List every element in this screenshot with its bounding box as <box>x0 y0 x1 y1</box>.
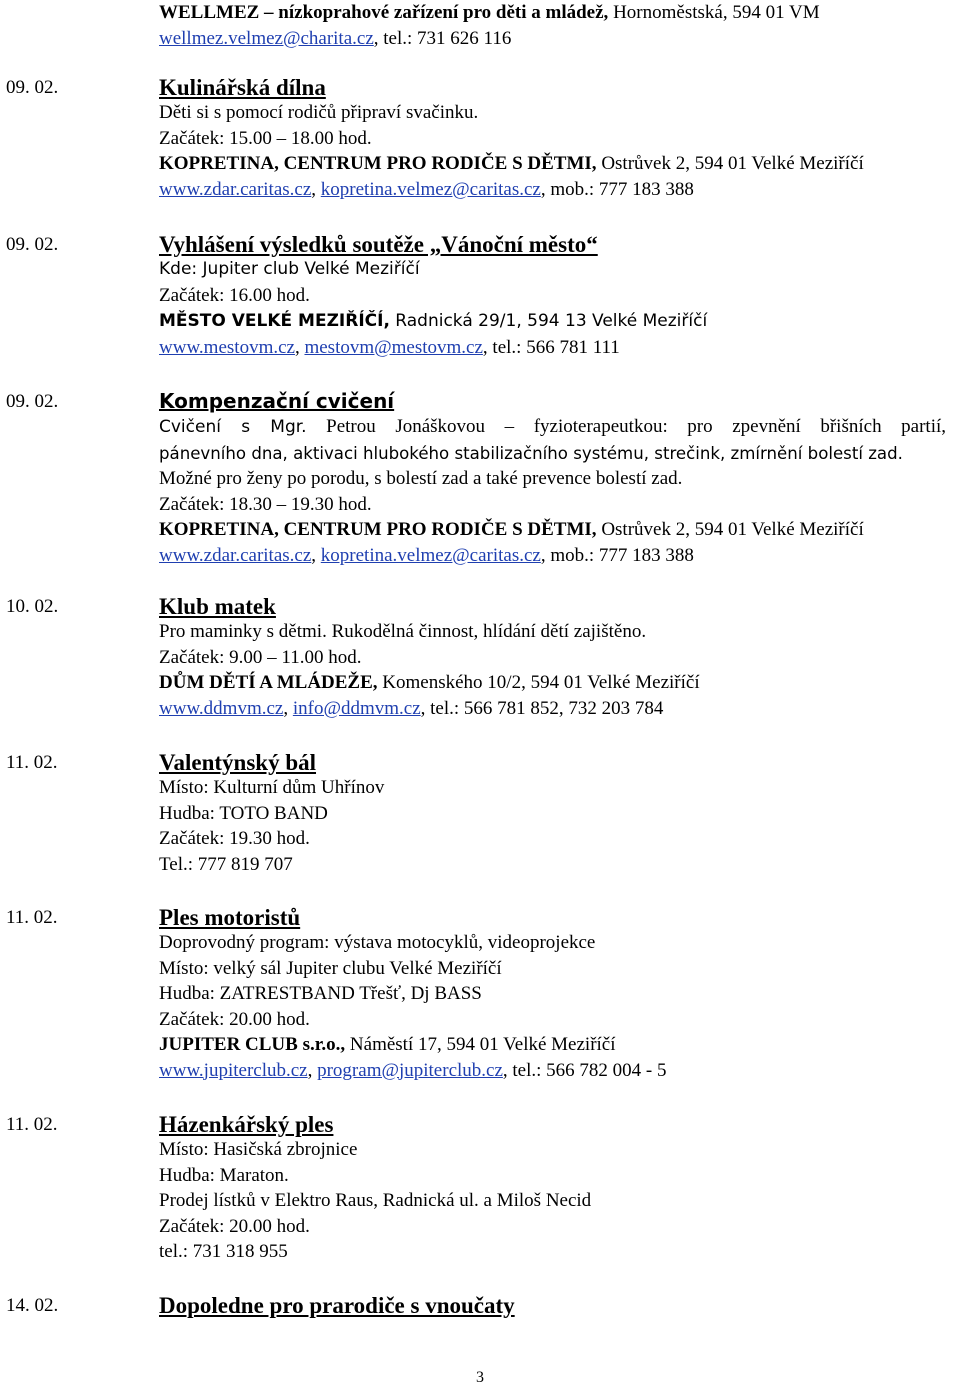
event-music: Hudba: ZATRESTBAND Třešť, Dj BASS <box>159 983 482 1004</box>
email-link[interactable]: kopretina.velmez@caritas.cz <box>320 544 541 566</box>
email-link[interactable]: info@ddmvm.cz <box>292 697 421 719</box>
event-date: 14. 02. <box>6 1295 59 1316</box>
org-address: Ostrůvek 2, 594 01 Velké Meziříčí <box>596 153 864 174</box>
event-place: Místo: Hasičská zbrojnice <box>159 1139 358 1160</box>
contact-line <box>159 335 946 361</box>
web-link[interactable]: www.jupiterclub.cz <box>159 1059 308 1081</box>
contact-line <box>159 177 946 203</box>
contact-line <box>159 1058 946 1084</box>
email-link[interactable]: program@jupiterclub.cz <box>317 1059 503 1081</box>
org-address: Náměstí 17, 594 01 Velké Meziříčí <box>345 1034 616 1055</box>
event-music: Hudba: TOTO BAND <box>159 802 328 824</box>
phone-text: , tel.: 731 626 116 <box>373 27 512 49</box>
email-link[interactable]: kopretina.velmez@caritas.cz <box>320 178 541 200</box>
event-title: Házenkářský ples <box>159 1112 334 1137</box>
page-number: 3 <box>476 1369 484 1386</box>
event-program: Doprovodný program: výstava motocyklů, videoprojekce <box>159 932 596 953</box>
org-line <box>159 1032 946 1058</box>
separator: , <box>283 697 293 719</box>
org-address: Hornoměstská, 594 01 VM <box>608 2 820 23</box>
org-address: Radnická 29/1, 594 13 Velké Meziříčí <box>389 311 708 331</box>
event-place: Kde: Jupiter club Velké Meziříčí <box>159 259 420 279</box>
email-link[interactable]: wellmez.velmez@charita.cz <box>159 27 374 49</box>
event-title: Valentýnský bál <box>159 750 317 775</box>
event-title: Dopoledne pro prarodiče s vnoučaty <box>159 1293 515 1318</box>
event-start: Začátek: 16.00 hod. <box>159 284 310 306</box>
event-phone: tel.: 731 318 955 <box>159 1241 288 1262</box>
web-link[interactable]: www.zdar.caritas.cz <box>159 544 312 566</box>
org-name: KOPRETINA, CENTRUM PRO RODIČE S DĚTMI, <box>159 519 597 540</box>
event-title: Vyhlášení výsledků soutěže „Vánoční město“ <box>159 232 598 257</box>
event-tickets: Prodej lístků v Elektro Raus, Radnická ul. a Miloš Necid <box>159 1190 592 1211</box>
phone-text: , tel.: 566 782 004 - 5 <box>502 1059 667 1081</box>
org-line <box>159 308 946 335</box>
contact-line <box>159 696 946 722</box>
event-date: 11. 02. <box>6 1114 58 1135</box>
event-title: Klub matek <box>159 594 276 619</box>
org-name: WELLMEZ – nízkoprahové zařízení pro děti a mládež, <box>159 2 609 23</box>
event-date: 11. 02. <box>6 752 58 773</box>
event-description: Možné pro ženy po porodu, s bolestí zad a také prevence bolestí zad. <box>159 468 683 489</box>
separator: , <box>311 178 321 200</box>
web-link[interactable]: www.mestovm.cz <box>159 336 295 358</box>
event-title: Ples motoristů <box>159 905 301 930</box>
phone-text: , mob.: 777 183 388 <box>540 544 694 566</box>
event-date: 11. 02. <box>6 907 58 928</box>
event-title: Kompenzační cvičení <box>159 389 395 413</box>
web-link[interactable]: www.ddmvm.cz <box>159 697 284 719</box>
org-name: DŮM DĚTÍ A MLÁDEŽE, <box>159 672 378 693</box>
description-lead: Cvičení s Mgr. <box>159 417 307 437</box>
contact-line <box>159 26 946 52</box>
event-date: 09. 02. <box>6 391 59 412</box>
org-line <box>159 0 946 26</box>
org-line <box>159 151 946 177</box>
event-date: 09. 02. <box>6 77 59 98</box>
event-start: Začátek: 19.30 hod. <box>159 828 310 849</box>
event-date: 10. 02. <box>6 596 59 617</box>
separator: , <box>294 336 305 358</box>
phone-text: , mob.: 777 183 388 <box>540 178 694 200</box>
event-place: Místo: Kulturní dům Uhřínov <box>159 777 385 798</box>
event-date: 09. 02. <box>6 234 59 255</box>
event-start: Začátek: 20.00 hod. <box>159 1008 310 1030</box>
email-link[interactable]: mestovm@mestovm.cz <box>304 336 483 358</box>
event-phone: Tel.: 777 819 707 <box>159 853 293 875</box>
event-description <box>159 414 946 441</box>
org-name: MĚSTO VELKÉ MEZIŘÍČÍ, <box>159 311 390 331</box>
contact-line <box>159 543 946 569</box>
event-start: Začátek: 20.00 hod. <box>159 1215 310 1237</box>
org-name: KOPRETINA, CENTRUM PRO RODIČE S DĚTMI, <box>159 153 597 174</box>
separator: , <box>307 1059 318 1081</box>
org-address: Komenského 10/2, 594 01 Velké Meziříčí <box>377 672 700 693</box>
phone-text: , tel.: 566 781 111 <box>482 336 620 358</box>
org-name: JUPITER CLUB s.r.o., <box>159 1034 346 1055</box>
org-address: Ostrůvek 2, 594 01 Velké Meziříčí <box>596 519 864 540</box>
separator: , <box>311 544 321 566</box>
phone-text: , tel.: 566 781 852, 732 203 784 <box>420 697 664 719</box>
org-line <box>159 670 946 696</box>
event-start: Začátek: 15.00 – 18.00 hod. <box>159 127 372 149</box>
event-title: Kulinářská dílna <box>159 75 326 100</box>
event-start: Začátek: 9.00 – 11.00 hod. <box>159 646 362 668</box>
event-description: pánevního dna, aktivaci hlubokého stabilizačního systému, strečink, zmírnění bolestí zad. <box>159 443 903 463</box>
description-rest: Petrou Jonáškovou – fyzioterapeutkou: pro zpevnění břišních partií, <box>306 416 946 437</box>
event-description: Děti si s pomocí rodičů připraví svačinku. <box>159 102 479 123</box>
web-link[interactable]: www.zdar.caritas.cz <box>159 178 312 200</box>
event-description: Pro maminky s dětmi. Rukodělná činnost, hlídání dětí zajištěno. <box>159 621 647 642</box>
event-music: Hudba: Maraton. <box>159 1164 289 1186</box>
org-line <box>159 517 946 543</box>
event-start: Začátek: 18.30 – 19.30 hod. <box>159 493 372 515</box>
event-place: Místo: velký sál Jupiter clubu Velké Meziříčí <box>159 957 502 979</box>
